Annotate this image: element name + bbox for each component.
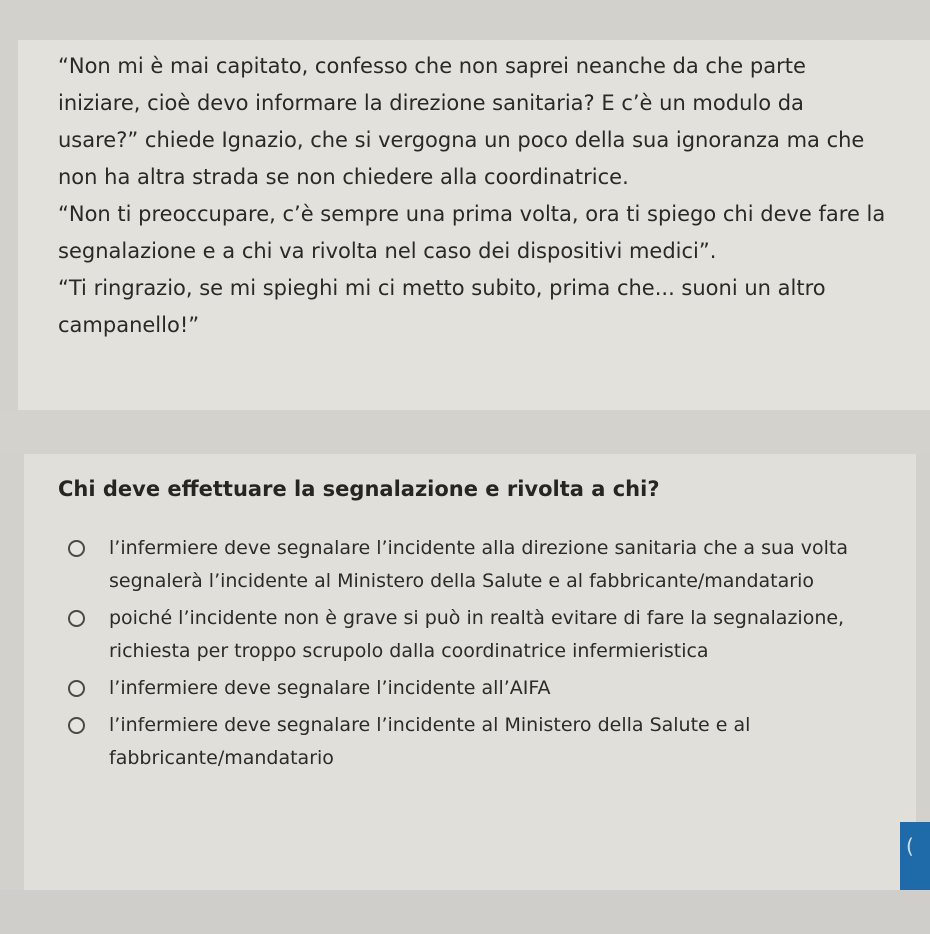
story-paragraph: “Non mi è mai capitato, confesso che non saprei neanche da che parte iniziare, cioè devo informare la direzione sanitaria? E c’è un modulo da usare?” chiede Ignazio, che si vergogna un poco della sua ignoranza ma che non ha altra strada se non chiedere alla coordinatrice. [58, 54, 865, 189]
answer-option-label: l’infermiere deve segnalare l’incidente all’AIFA [109, 677, 551, 699]
story-paragraph: “Ti ringrazio, se mi spieghi mi ci metto subito, prima che... suoni un altro campanello!” [58, 276, 826, 337]
quiz-panel [24, 454, 916, 890]
answer-option-label: l’infermiere deve segnalare l’incidente al Ministero della Salute e al fabbricante/mandatario [109, 714, 751, 769]
answer-option-4[interactable] [58, 709, 886, 775]
answer-option-label: l’infermiere deve segnalare l’incidente alla direzione sanitaria che a sua volta segnalerà l’incidente al Ministero della Salute e al fabbricante/mandatario [109, 537, 848, 592]
radio-button-icon[interactable] [68, 680, 85, 697]
answer-option-label: poiché l’incidente non è grave si può in realtà evitare di fare la segnalazione, richiesta per troppo scrupolo dalla coordinatrice infermieristica [109, 607, 845, 662]
answer-option-1[interactable] [58, 532, 886, 598]
radio-button-icon[interactable] [68, 717, 85, 734]
page-bottom [0, 890, 930, 934]
next-button[interactable] [900, 822, 930, 890]
answer-option-2[interactable] [58, 602, 886, 668]
radio-button-icon[interactable] [68, 610, 85, 627]
panel-separator [0, 410, 930, 454]
answer-option-3[interactable] [58, 672, 886, 705]
chevron-icon: ( [906, 834, 914, 858]
question-text: Chi deve effettuare la segnalazione e rivolta a chi? [58, 477, 660, 501]
story-paragraph: “Non ti preoccupare, c’è sempre una prima volta, ora ti spiego chi deve fare la segnalazione e a chi va rivolta nel caso dei dispositivi medici”. [58, 202, 886, 263]
radio-button-icon[interactable] [68, 540, 85, 557]
story-panel [18, 40, 930, 410]
